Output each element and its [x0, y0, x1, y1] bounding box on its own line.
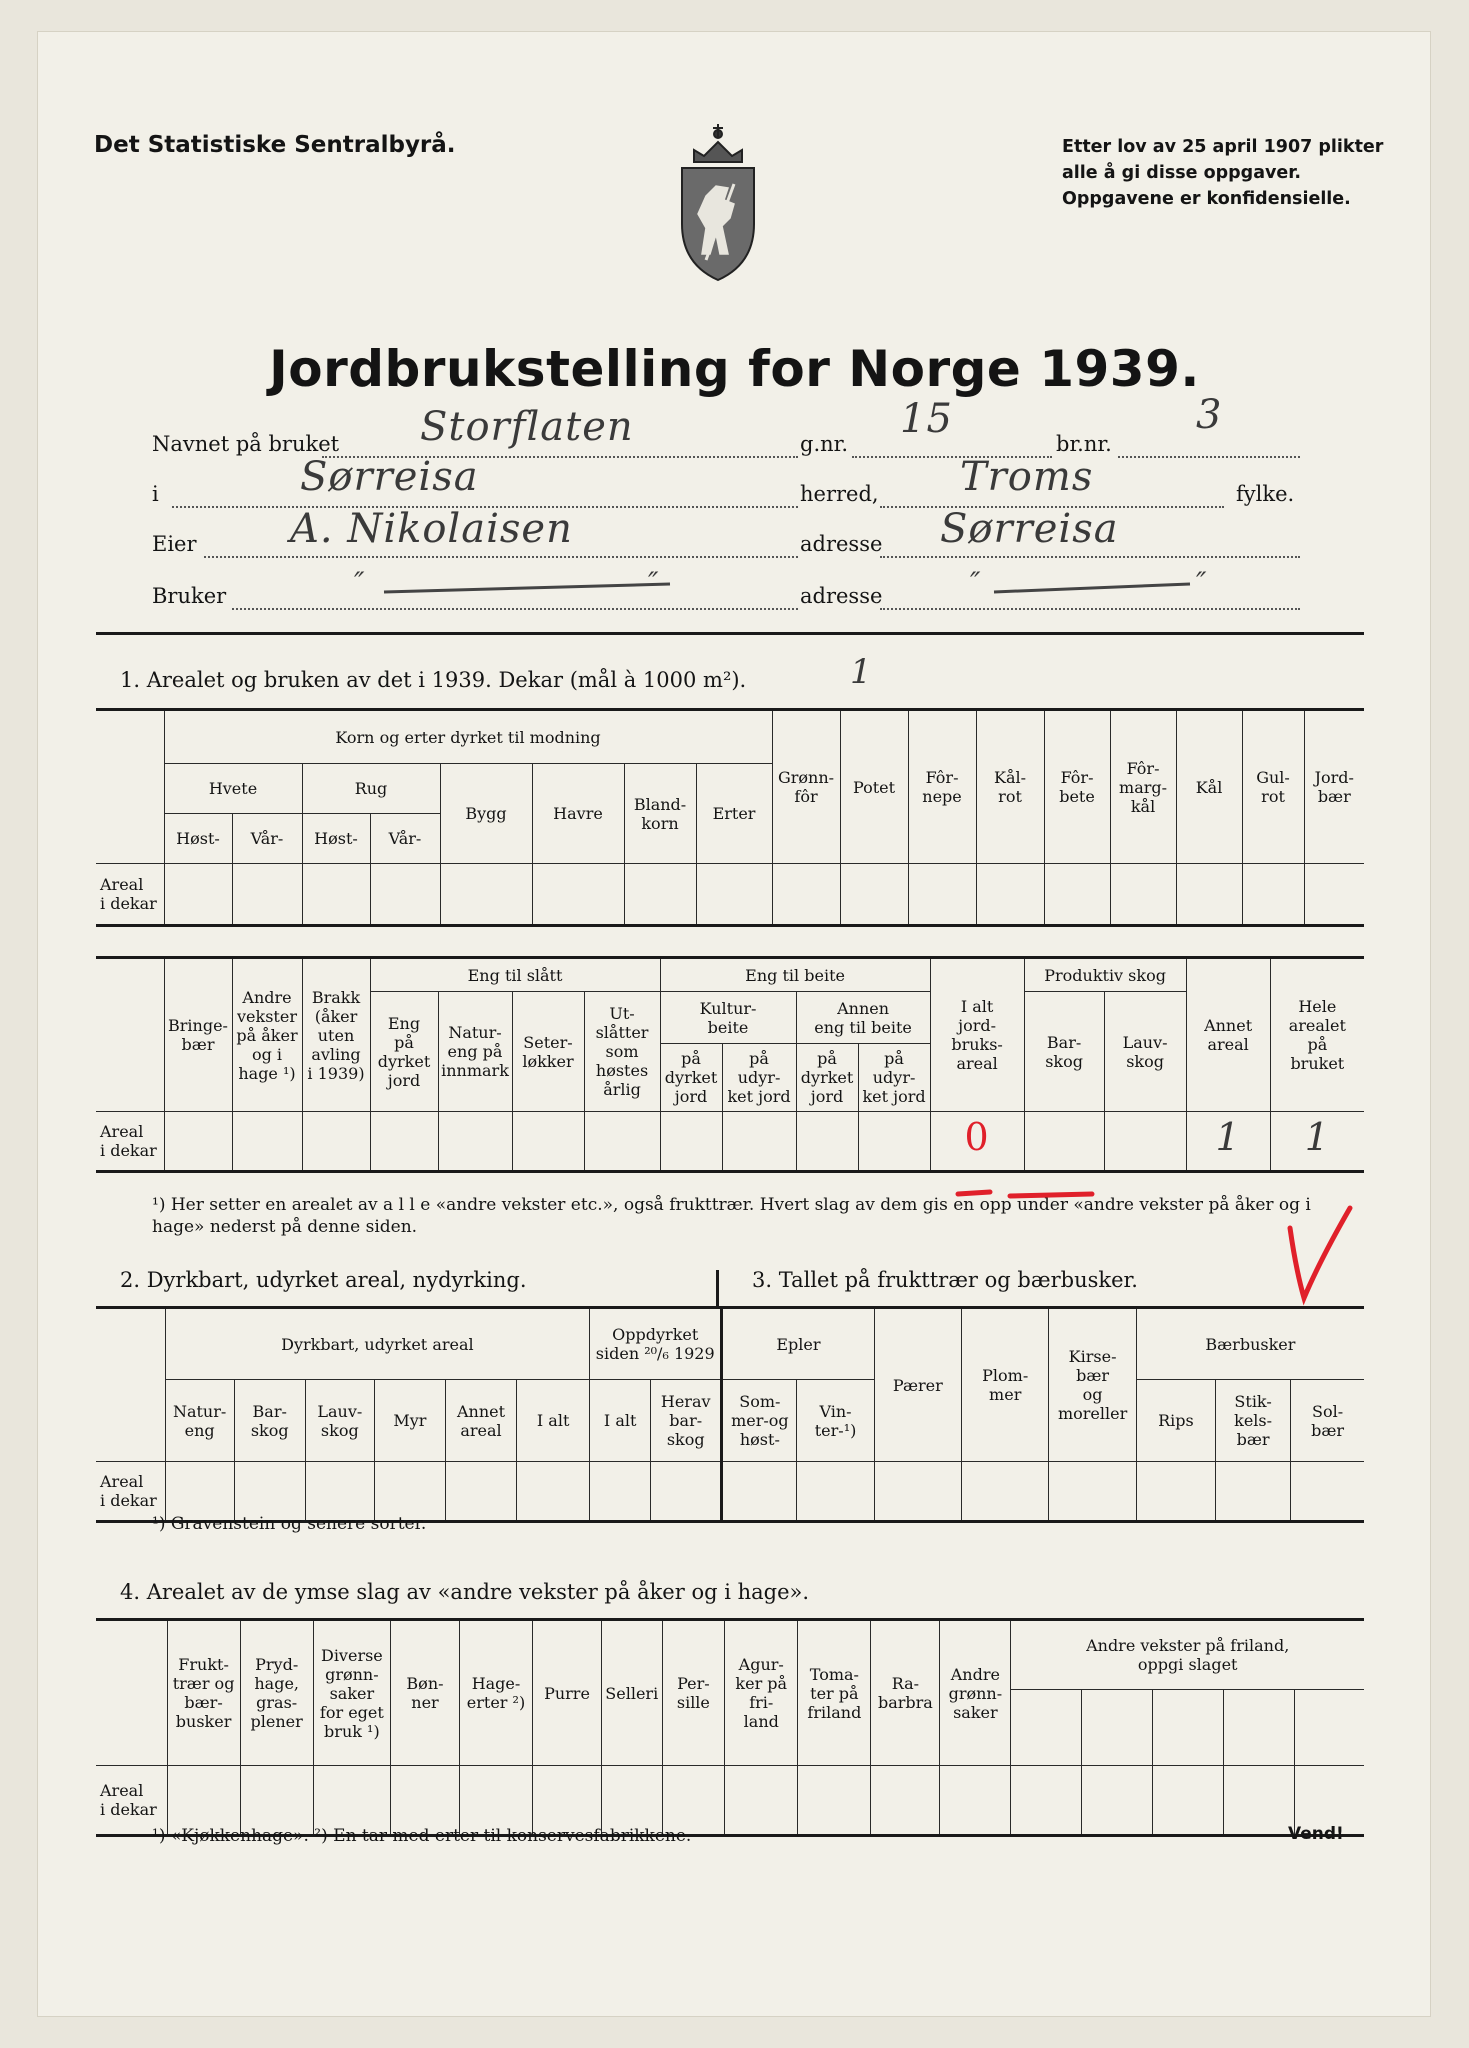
col-blank[interactable] — [1224, 1690, 1295, 1766]
group-kulturbeite: Kultur- beite — [660, 992, 796, 1044]
col-naturbeng: Natur- eng — [165, 1380, 234, 1462]
farm-name-value: Storflaten — [420, 404, 634, 450]
cell[interactable] — [459, 1766, 532, 1836]
cell[interactable] — [722, 1462, 797, 1522]
brnr-line[interactable] — [1118, 456, 1300, 458]
blank-corner — [96, 710, 164, 864]
col-myr: Myr — [374, 1380, 445, 1462]
red-underline-mark — [950, 1180, 1100, 1210]
cell[interactable] — [302, 1112, 370, 1172]
cell[interactable] — [1136, 1462, 1215, 1522]
col-naturbeng: Natur- eng på innmark — [438, 992, 512, 1112]
section-4-footnote: ¹) «Kjøkkenhage». ²) En tar med erter til konservesfabrikkene. — [152, 1826, 692, 1846]
value-annet: 1 — [1215, 1115, 1241, 1159]
cell[interactable] — [370, 1112, 438, 1172]
group-eng-beite: Eng til beite — [660, 958, 930, 992]
row-label-areal: Areal i dekar — [96, 1112, 164, 1172]
user-value: ″ — [354, 566, 366, 599]
cell[interactable] — [1024, 1112, 1104, 1172]
blank-corner — [96, 1308, 165, 1462]
col-i-alt: I alt — [517, 1380, 590, 1462]
col-gulrot: Gul- rot — [1242, 710, 1304, 864]
col-bygg: Bygg — [440, 764, 532, 864]
col-rips: Rips — [1136, 1380, 1215, 1462]
col-herav-barskog: Herav bar- skog — [651, 1380, 722, 1462]
col-annet-areal: Annet areal — [1186, 958, 1270, 1112]
cell[interactable] — [305, 1462, 374, 1522]
owner-label: Eier — [152, 532, 197, 556]
cell[interactable] — [370, 864, 440, 926]
section-1-mark: 1 — [850, 652, 873, 692]
section-divider — [716, 1270, 719, 1306]
col-epler-sommer: Som- mer-og høst- — [722, 1380, 797, 1462]
cell[interactable] — [590, 1462, 651, 1522]
other-crops-table — [96, 1618, 1364, 1837]
cell[interactable] — [722, 1112, 796, 1172]
cell[interactable] — [1104, 1112, 1186, 1172]
col-andre-gronnsaker: Andre grønn- saker — [940, 1620, 1011, 1766]
row-label-areal: Areal i dekar — [96, 1462, 165, 1522]
section-2-heading: 2. Dyrkbart, udyrket areal, nydyrking. — [120, 1268, 527, 1292]
herred-label: herred, — [800, 482, 879, 506]
col-seterlokker: Seter- løkker — [512, 992, 584, 1112]
cell[interactable] — [772, 864, 840, 926]
owner-address-label: adresse — [800, 532, 883, 556]
cell[interactable] — [976, 864, 1044, 926]
cell[interactable] — [601, 1766, 662, 1836]
cell[interactable] — [164, 1112, 232, 1172]
col-forbete: Fôr- bete — [1044, 710, 1110, 864]
group-produktiv-skog: Produktiv skog — [1024, 958, 1186, 992]
land-use-table — [96, 956, 1364, 1173]
cell[interactable] — [1153, 1766, 1224, 1836]
owner-value: A. Nikolaisen — [290, 506, 573, 552]
user-address-line[interactable] — [880, 608, 1300, 610]
col-barskog: Bar- skog — [1024, 992, 1104, 1112]
col-blank[interactable] — [1153, 1690, 1224, 1766]
cell[interactable] — [438, 1112, 512, 1172]
col-andre-vekster: Andre vekster på åker og i hage ¹) — [232, 958, 302, 1112]
cell[interactable] — [696, 864, 772, 926]
col-agurker: Agur- ker på fri- land — [725, 1620, 798, 1766]
col-prydhage: Pryd- hage, gras- plener — [240, 1620, 313, 1766]
cell[interactable] — [391, 1766, 460, 1836]
user-address-value: ″ — [970, 566, 982, 599]
county-value: Troms — [960, 454, 1094, 500]
col-diverse: Diverse grønn- saker for eget bruk ¹) — [313, 1620, 390, 1766]
cell[interactable] — [313, 1766, 390, 1836]
col-hele-arealet: Hele arealet på bruket — [1270, 958, 1364, 1112]
col-kalrot: Kål- rot — [976, 710, 1044, 864]
cell[interactable] — [940, 1766, 1011, 1836]
cell[interactable] — [796, 1112, 858, 1172]
col-stikkelsbaer: Stik- kels- bær — [1216, 1380, 1291, 1462]
col-solbaer: Sol- bær — [1291, 1380, 1364, 1462]
farm-name-label: Navnet på bruket — [152, 432, 340, 456]
cell-annet[interactable] — [1186, 1112, 1270, 1172]
owner-address-line[interactable] — [880, 556, 1300, 558]
fylke-label: fylke. — [1236, 482, 1295, 506]
owner-address-value: Sørreisa — [940, 506, 1119, 552]
group-annen-eng: Annen eng til beite — [796, 992, 930, 1044]
cell[interactable] — [167, 1766, 240, 1836]
group-baerbusker: Bærbusker — [1136, 1308, 1364, 1380]
user-address-label: adresse — [800, 584, 883, 608]
notice-line-1: Etter lov av 25 april 1907 plikter — [1062, 137, 1384, 157]
col-bonner: Bøn- ner — [391, 1620, 460, 1766]
col-utslatter: Ut- slåtter som høstes årlig — [584, 992, 660, 1112]
notice-line-2: alle å gi disse oppgaver. — [1062, 163, 1302, 183]
cell[interactable] — [662, 1766, 725, 1836]
col-hvete: Hvete — [164, 764, 302, 814]
col-fornepe: Fôr- nepe — [908, 710, 976, 864]
col-i-alt-jordbruksareal: I alt jord- bruks- areal — [930, 958, 1024, 1112]
cell[interactable] — [1044, 864, 1110, 926]
col-kirsebaer: Kirse- bær og moreller — [1049, 1308, 1136, 1462]
municipality-value: Sørreisa — [300, 454, 479, 500]
col-epler-vinter: Vin- ter-¹) — [797, 1380, 874, 1462]
cell[interactable] — [234, 1462, 305, 1522]
section-1-footnote: ¹) Her setter en arealet av a l l e «andre vekster etc.», også frukttrær. Hvert slag av dem gis en opp under «andre vekster på åker og i hage» nederst på denne siden. — [152, 1195, 1311, 1237]
col-hageerter: Hage- erter ²) — [459, 1620, 532, 1766]
org-name: Det Statistiske Sentralbyrå. — [94, 132, 456, 158]
col-blandkorn: Bland- korn — [624, 764, 696, 864]
col-annet-areal: Annet areal — [445, 1380, 516, 1462]
cell[interactable] — [1216, 1462, 1291, 1522]
form-title: Jordbrukstelling for Norge 1939. — [269, 340, 1200, 398]
municipality-prefix: i — [152, 482, 159, 506]
cell[interactable] — [1304, 864, 1364, 926]
col-blank[interactable] — [1295, 1690, 1364, 1766]
cell[interactable] — [232, 864, 302, 926]
blank-corner — [96, 1620, 167, 1766]
cell[interactable] — [532, 864, 624, 926]
col-kal: Kål — [1176, 710, 1242, 864]
col-hvete-var: Vår- — [232, 814, 302, 864]
col-jordbaer: Jord- bær — [1304, 710, 1364, 864]
col-blank[interactable] — [1082, 1690, 1153, 1766]
turn-over-note: Vend! — [1288, 1824, 1344, 1844]
norwegian-coat-of-arms-icon — [676, 104, 760, 282]
col-rug: Rug — [302, 764, 440, 814]
cell[interactable] — [874, 1462, 961, 1522]
cell[interactable] — [660, 1112, 722, 1172]
group-eng-slatt: Eng til slått — [370, 958, 660, 992]
section-3-heading: 3. Tallet på frukttrær og bærbusker. — [752, 1268, 1138, 1292]
cell[interactable] — [1049, 1462, 1136, 1522]
group-epler: Epler — [722, 1308, 874, 1380]
brnr-value: 3 — [1196, 392, 1223, 438]
cell[interactable] — [445, 1462, 516, 1522]
cell-hele[interactable] — [1270, 1112, 1364, 1172]
col-hvete-host: Høst- — [164, 814, 232, 864]
section-4-heading: 4. Arealet av de ymse slag av «andre vekster på åker og i hage». — [120, 1580, 810, 1604]
cell[interactable] — [517, 1462, 590, 1522]
crop-table — [96, 708, 1364, 927]
col-havre: Havre — [532, 764, 624, 864]
user-value-ditto: ″ — [648, 566, 660, 599]
user-line[interactable] — [232, 608, 798, 610]
cell[interactable] — [797, 1462, 874, 1522]
cell[interactable] — [908, 864, 976, 926]
group-andre-friland: Andre vekster på friland, oppgi slaget — [1011, 1620, 1364, 1690]
row-label-areal: Areal i dekar — [96, 864, 164, 926]
section-2-footnote: ¹) Gravenstein og senere sorter. — [152, 1514, 427, 1534]
col-gronnfor: Grønn- fôr — [772, 710, 840, 864]
cell[interactable] — [164, 864, 232, 926]
cell[interactable] — [1176, 864, 1242, 926]
col-brakk: Brakk (åker uten avling i 1939) — [302, 958, 370, 1112]
col-plommer: Plom- mer — [962, 1308, 1049, 1462]
col-kultur-udyrket: på udyr- ket jord — [722, 1044, 796, 1112]
cultivable-and-fruit-table — [96, 1306, 1364, 1523]
cell[interactable] — [651, 1462, 722, 1522]
col-selleri: Selleri — [601, 1620, 662, 1766]
gnr-label: g.nr. — [800, 432, 849, 456]
col-paerer: Pærer — [874, 1308, 961, 1462]
user-address-value-ditto: ″ — [1196, 566, 1208, 599]
col-rug-var: Vår- — [370, 814, 440, 864]
cell[interactable] — [1224, 1766, 1295, 1836]
cell-i-alt[interactable] — [930, 1112, 1024, 1172]
cell[interactable] — [1011, 1766, 1082, 1836]
cell[interactable] — [374, 1462, 445, 1522]
cell[interactable] — [624, 864, 696, 926]
col-formargkal: Fôr- marg- kål — [1110, 710, 1176, 864]
notice-line-3: Oppgavene er konfidensielle. — [1062, 189, 1351, 209]
cell[interactable] — [302, 864, 370, 926]
legal-notice — [1062, 134, 1383, 212]
col-purre: Purre — [533, 1620, 602, 1766]
cell[interactable] — [1291, 1462, 1364, 1522]
value-hele: 1 — [1304, 1115, 1330, 1159]
col-rabarbra: Ra- barbra — [871, 1620, 940, 1766]
group-oppdyrket: Oppdyrket siden ²⁰/₆ 1929 — [590, 1308, 722, 1380]
red-check-mark — [1280, 1200, 1360, 1310]
cell[interactable] — [1082, 1766, 1153, 1836]
cell[interactable] — [871, 1766, 940, 1836]
cell[interactable] — [1242, 864, 1304, 926]
cell[interactable] — [240, 1766, 313, 1836]
col-eng-dyrket: Eng på dyrket jord — [370, 992, 438, 1112]
brnr-label: br.nr. — [1056, 432, 1112, 456]
cell[interactable] — [1110, 864, 1176, 926]
col-rug-host: Høst- — [302, 814, 370, 864]
group-grain: Korn og erter dyrket til modning — [164, 710, 772, 764]
gnr-value: 15 — [900, 396, 953, 442]
cell[interactable] — [512, 1112, 584, 1172]
col-persille: Per- sille — [662, 1620, 725, 1766]
cell[interactable] — [440, 864, 532, 926]
col-annen-udyrket: på udyr- ket jord — [858, 1044, 930, 1112]
col-erter: Erter — [696, 764, 772, 864]
group-dyrkbart: Dyrkbart, udyrket areal — [165, 1308, 590, 1380]
col-lauvskog: Lauv- skog — [1104, 992, 1186, 1112]
cell[interactable] — [533, 1766, 602, 1836]
cell[interactable] — [840, 864, 908, 926]
col-potet: Potet — [840, 710, 908, 864]
cell[interactable] — [962, 1462, 1049, 1522]
col-oppdyrket-i-alt: I alt — [590, 1380, 651, 1462]
col-frukttraer: Frukt- trær og bær- busker — [167, 1620, 240, 1766]
cell[interactable] — [798, 1766, 871, 1836]
ditto-stroke-2 — [990, 578, 1210, 598]
col-kultur-dyrket: på dyrket jord — [660, 1044, 722, 1112]
owner-line[interactable] — [204, 556, 798, 558]
cell[interactable] — [165, 1462, 234, 1522]
user-label: Bruker — [152, 584, 227, 608]
col-blank[interactable] — [1011, 1690, 1082, 1766]
col-annen-dyrket: på dyrket jord — [796, 1044, 858, 1112]
section-1-heading: 1. Arealet og bruken av det i 1939. Dekar (mål à 1000 m²). — [120, 668, 747, 692]
cell[interactable] — [858, 1112, 930, 1172]
value-i-alt: 0 — [964, 1115, 990, 1159]
ditto-stroke — [380, 578, 680, 598]
col-tomater: Toma- ter på friland — [798, 1620, 871, 1766]
col-lauvskog: Lauv- skog — [305, 1380, 374, 1462]
cell[interactable] — [232, 1112, 302, 1172]
col-barskog: Bar- skog — [234, 1380, 305, 1462]
cell[interactable] — [584, 1112, 660, 1172]
row-label-areal: Areal i dekar — [96, 1766, 167, 1836]
col-bringebaer: Bringe- bær — [164, 958, 232, 1112]
blank-corner — [96, 958, 164, 1112]
cell[interactable] — [725, 1766, 798, 1836]
divider — [96, 632, 1364, 635]
